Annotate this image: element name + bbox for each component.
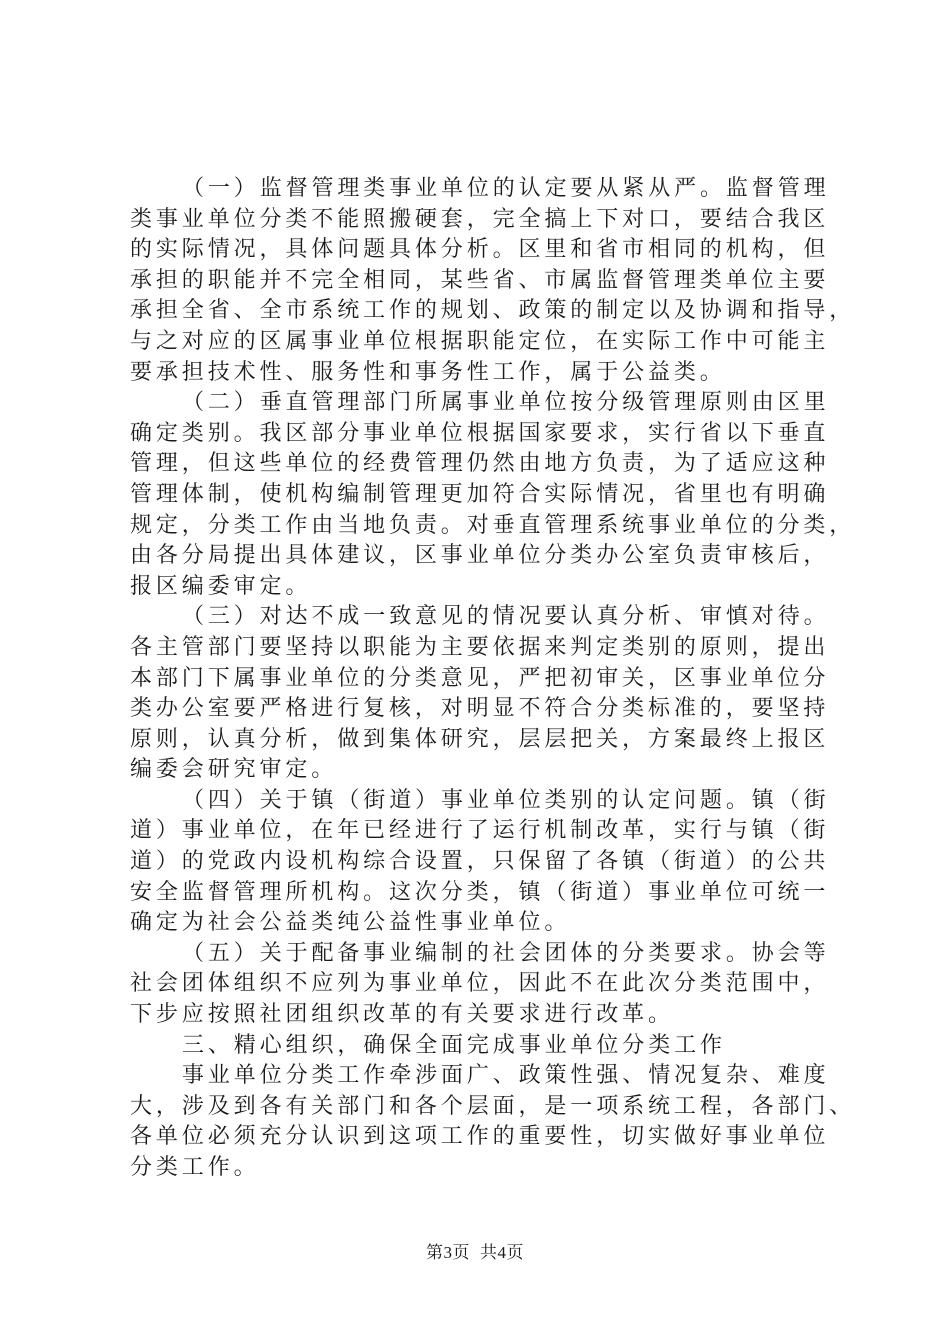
text-line: 道）的党政内设机构综合设置，只保留了各镇（街道）的公共 [130, 849, 830, 875]
page-label-prefix: 第 [426, 1243, 444, 1262]
text-line: 类事业单位分类不能照搬硬套，完全搞上下对口，要结合我区 [130, 206, 830, 232]
paragraph-item-4 [130, 786, 850, 939]
text-line: 各单位必须充分认识到这项工作的重要性，切实做好事业单位 [130, 1124, 830, 1150]
text-line: 确定类别。我区部分事业单位根据国家要求，实行省以下垂直 [130, 420, 830, 446]
current-page-number: 3 [443, 1243, 453, 1262]
total-label-prefix: 共 [480, 1243, 498, 1262]
document-body [130, 174, 856, 1184]
paragraph-item-1 [130, 174, 856, 388]
text-line: （三）对达不成一致意见的情况要认真分析、审慎对待。 [182, 604, 830, 630]
paragraph-item-3 [130, 602, 850, 786]
text-line: 分类工作。 [130, 1155, 260, 1180]
text-line: 报区编委审定。 [130, 573, 312, 599]
total-pages-number: 4 [497, 1243, 507, 1262]
text-line: 道）事业单位，在年已经进行了运行机制改革，实行与镇（街 [130, 818, 830, 844]
page-label-suffix: 页 [452, 1243, 470, 1262]
section-heading-text: 三、精心组织，确保全面完成事业单位分类工作 [182, 1032, 726, 1058]
text-line: 事业单位分类工作牵涉面广、政策性强、情况复杂、难度 [182, 1063, 830, 1089]
text-line: 承担全省、全市系统工作的规划、政策的制定以及协调和指导， [130, 298, 856, 324]
text-line: 各主管部门要坚持以职能为主要依据来判定类别的原则，提出 [130, 634, 830, 660]
text-line: 与之对应的区属事业单位根据职能定位，在实际工作中可能主 [130, 328, 830, 354]
text-line: 要承担技术性、服务性和事务性工作，属于公益类。 [130, 359, 726, 385]
page-footer [0, 1238, 950, 1263]
text-line: 确定为社会公益类纯公益性事业单位。 [130, 910, 571, 936]
text-line: （四）关于镇（街道）事业单位类别的认定问题。镇（街 [182, 787, 830, 813]
text-line: （一）监督管理类事业单位的认定要从紧从严。监督管理 [182, 176, 830, 201]
text-line: （二）垂直管理部门所属事业单位按分级管理原则由区里 [182, 390, 830, 416]
text-line: 本部门下属事业单位的分类意见，严把初审关，区事业单位分 [130, 665, 830, 691]
text-line: 原则，认真分析，做到集体研究，层层把关，方案最终上报区 [130, 726, 830, 752]
text-line: 管理体制，使机构编制管理更加符合实际情况，省里也有明确 [130, 481, 830, 507]
text-line: 类办公室要严格进行复核，对明显不符合分类标准的，要坚持 [130, 696, 830, 722]
section-heading [130, 1031, 850, 1062]
text-line: （五）关于配备事业编制的社会团体的分类要求。协会等 [182, 940, 830, 966]
text-line: 大，涉及到各有关部门和各个层面，是一项系统工程，各部门、 [130, 1093, 856, 1119]
paragraph-item-2 [130, 388, 856, 602]
text-line: 承担的职能并不完全相同，某些省、市属监督管理类单位主要 [130, 267, 830, 293]
text-line: 社会团体组织不应列为事业单位，因此不在此次分类范围中， [130, 971, 830, 997]
paragraph-section-body [130, 1061, 856, 1183]
text-line: 下步应按照社团组织改革的有关要求进行改革。 [130, 1002, 674, 1028]
paragraph-item-5 [130, 939, 850, 1031]
text-line: 的实际情况，具体问题具体分析。区里和省市相同的机构，但 [130, 237, 830, 263]
text-line: 规定，分类工作由当地负责。对垂直管理系统事业单位的分类， [130, 512, 856, 538]
total-label-suffix: 页 [506, 1243, 524, 1262]
text-line: 安全监督管理所机构。这次分类，镇（街道）事业单位可统一 [130, 879, 830, 905]
text-line: 管理，但这些单位的经费管理仍然由地方负责，为了适应这种 [130, 451, 830, 477]
text-line: 编委会研究审定。 [130, 757, 338, 783]
text-line: 由各分局提出具体建议，区事业单位分类办公室负责审核后， [130, 543, 830, 569]
